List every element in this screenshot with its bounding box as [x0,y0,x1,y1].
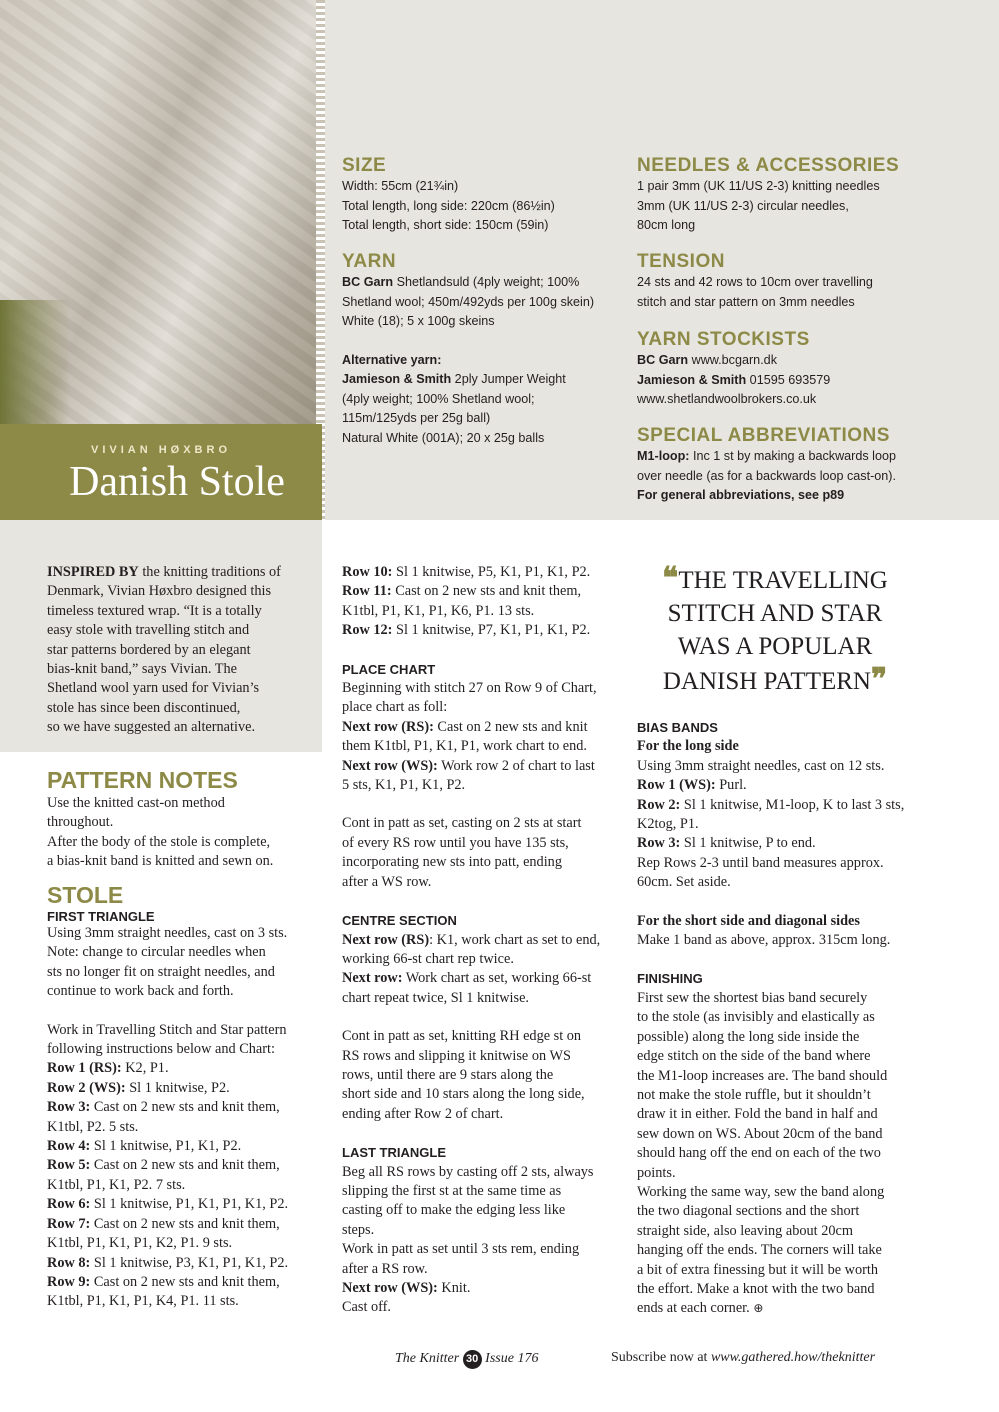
end-mark-icon: ⊕ [753,1301,764,1316]
page-title: Danish Stole [69,459,285,505]
pattern-notes-section: PATTERN NOTES Use the knitted cast-on method throughout. After the body of the stole is complete, a bias-knit band is knitted and sewn on. [47,767,317,872]
row-line: Row 5: Cast on 2 new sts and knit them, [47,1157,280,1174]
size-line: Total length, short side: 150cm (59in) [342,218,549,232]
row-line: K1tbl, P1, K1, P1, K6, P1. 13 sts. [342,602,535,619]
yarn-heading: YARN [342,251,397,272]
row-line: Row 11: Cast on 2 new sts and knit them, [342,583,582,600]
size-section [342,155,632,236]
row-line: K1tbl, P1, K1, P2. 7 sts. [47,1176,186,1193]
pattern-notes-heading: PATTERN NOTES [47,767,238,793]
alt-yarn-line: (4ply weight; 100% Shetland wool; [342,391,535,406]
footer-magazine: The Knitter 30 Issue 176 [395,1350,538,1369]
column-three: BIAS BANDS For the long side Using 3mm straight needles, cast on 12 sts. Row 1 (WS): Purl. Row 2: Sl 1 knitwise, M1-loop, K to last 3 sts, K2tog, P1. Row 3: Sl 1 knitwise, P to end. Rep Rows 2-3 until band measures approx. 60cm. Set aside. For the short side and diagonal sides Make 1 band as above, approx. 315cm long. FINISHING First sew the shortest bias band securely to the stole (as invisibly and elastically as possible) along the long side inside the edge stitch on the side of the band where the M1-loop increases are. The band should not make the stole ruffle, but it shouldn’t draw it in either. Fold the band in half and sew down on WS. About 20cm of the band should hang off the end on each of the two points. Working the same way, sew the band along the two diagonal sections and the short straight side, also leaving about 20cm hanging off the ends. The corners will take a bit of extra finessing but it will be worth the effort. Make a knot with the two band ends at each corner. ⊕ [637,718,927,1319]
centre-section-heading: CENTRE SECTION [342,913,457,929]
row-line: Row 6: Sl 1 knitwise, P1, K1, P1, K1, P2. [47,1196,289,1213]
yarn-line: BC Garn Shetlandsuld (4ply weight; 100% [342,275,580,289]
tension-line: stitch and star pattern on 3mm needles [637,294,855,309]
yarn-section [342,251,632,448]
stole-heading: STOLE [47,882,124,908]
size-heading: SIZE [342,155,387,176]
stockist-line: www.shetlandwoolbrokers.co.uk [637,392,817,406]
needles-section [637,155,982,236]
row-line: K1tbl, P2. 5 sts. [47,1118,139,1135]
row-line: K1tbl, P1, K1, P1, K2, P1. 9 sts. [47,1235,233,1252]
row-line: Row 7: Cast on 2 new sts and knit them, [47,1215,280,1232]
tension-heading: TENSION [637,251,725,272]
pull-quote: ❝THE TRAVELLING STITCH AND STAR WAS A POPULAR DANISH PATTERN❞ [662,562,888,696]
abbrev-general: For general abbreviations, see p89 [637,488,845,502]
abbrev-line: M1-loop: Inc 1 st by making a backwards loop [637,449,896,463]
column-two: Row 10: Sl 1 knitwise, P5, K1, P1, K1, P2. Row 11: Cast on 2 new sts and knit them, K1tbl, P1, K1, P1, K6, P1. 13 sts. Row 12: Sl 1 knitwise, P7, K1, P1, K1, P2. PLACE CHART Beginning with stitch 27 on Row 9 of Chart, place chart as foll: Next row (RS): Cast on 2 new sts and knit them K1tbl, P1, K1, P1, work chart to end. Next row (WS): Work row 2 of chart to last 5 sts, K1, P1, K1, P2. Cont in patt as set, casting on 2 sts at start of every RS row until you have 135 sts, incorporating new sts into patt, ending after a WS row. CENTRE SECTION Next row (RS): K1, work chart as set to end, working 66-st chart rep twice. Next row: Work chart as set, working 66-st chart repeat twice, Sl 1 knitwise. Cont in patt as set, knitting RH edge st on RS rows and slipping it knitwise on WS rows, until there are 9 stars along the short side and 10 stars along the long side, ending after Row 2 of chart. LAST TRIANGLE Beg all RS rows by casting off 2 sts, always slipping the first st at the same time as casting off to make the edging less like steps. Work in patt as set until 3 sts rem, ending after a RS row. Next row (WS): Knit. Cast off. [342,563,627,1318]
last-triangle-heading: LAST TRIANGLE [342,1145,446,1161]
abbrev-line: over needle (as for a backwards loop cast-on). [637,468,897,483]
intro-text: INSPIRED BY the knitting traditions of Denmark, Vivian Høxbro designed this timeless textured wrap. “It is a totally easy stole with travelling stitch and star patterns bordered by an elegant bias-knit band,” says Vivian. The Shetland wool yarn used for Vivian’s stole has since been discontinued, so we have suggested an alternative. [47,564,281,736]
author-name: VIVIAN HØXBRO [90,444,231,456]
row-line: Row 9: Cast on 2 new sts and knit them, [47,1273,280,1290]
alt-yarn-line: 115m/125yds per 25g ball) [342,411,491,425]
stole-section: STOLE FIRST TRIANGLE Using 3mm straight needles, cast on 3 sts. Note: change to circular needles when sts no longer fit on straight needles, and continue to work back and forth. Work in Travelling Stitch and Star pattern following instructions below and Chart: Row 1 (RS): K2, P1. Row 2 (WS): Sl 1 knitwise, P2. Row 3: Cast on 2 new sts and knit them, K1tbl, P2. 5 sts. Row 4: Sl 1 knitwise, P1, K1, P2. Row 5: Cast on 2 new sts and knit them, K1tbl, P1, K1, P2. 7 sts. Row 6: Sl 1 knitwise, P1, K1, P1, K1, P2. Row 7: Cast on 2 new sts and knit them, K1tbl, P1, K1, P1, K2, P1. 9 sts. Row 8: Sl 1 knitwise, P3, K1, P1, K1, P2. Row 9: Cast on 2 new sts and knit them, K1tbl, P1, K1, P1, K4, P1. 11 sts. [47,882,322,1312]
photo-chair-shadow [0,300,70,424]
close-quote-icon: ❞ [870,663,888,696]
row-line: Row 8: Sl 1 knitwise, P3, K1, P1, K1, P2. [47,1254,289,1271]
page-number: 30 [463,1350,482,1369]
alt-yarn-line: Natural White (001A); 20 x 25g balls [342,430,545,445]
stockists-heading: YARN STOCKISTS [637,329,810,350]
size-line: Total length, long side: 220cm (86½in) [342,198,555,213]
row-line: Row 4: Sl 1 knitwise, P1, K1, P2. [47,1138,242,1155]
tension-line: 24 sts and 42 rows to 10cm over travelling [637,275,873,289]
stockist-line: Jamieson & Smith 01595 693579 [637,372,831,387]
yarn-line: Shetland wool; 450m/492yds per 100g skein) [342,294,595,309]
abbreviations-section [637,425,982,506]
row-line: Row 3: Cast on 2 new sts and knit them, [47,1099,280,1116]
alt-yarn-label: Alternative yarn: [342,352,442,367]
row-line: Row 12: Sl 1 knitwise, P7, K1, P1, K1, P2. [342,622,591,639]
first-triangle-heading: FIRST TRIANGLE [47,909,155,924]
subscribe-link[interactable]: www.gathered.how/theknitter [710,1350,876,1365]
yarn-line: White (18); 5 x 100g skeins [342,314,495,328]
row-line: Row 10: Sl 1 knitwise, P5, K1, P1, K1, P2. [342,564,591,580]
row-line: Row 2 (WS): Sl 1 knitwise, P2. [47,1079,230,1096]
bias-bands-heading: BIAS BANDS [637,720,718,735]
finishing-heading: FINISHING [637,971,703,987]
place-chart-heading: PLACE CHART [342,661,436,677]
abbreviations-heading: SPECIAL ABBREVIATIONS [637,425,890,446]
alt-yarn-line: Jamieson & Smith 2ply Jumper Weight [342,372,566,386]
needles-line: 80cm long [637,218,696,232]
size-line: Width: 55cm (21¾in) [342,179,459,193]
row-line: K1tbl, P1, K1, P1, K4, P1. 11 sts. [47,1293,239,1310]
needles-line: 1 pair 3mm (UK 11/US 2-3) knitting needles [637,179,880,193]
row-line: Row 1 (RS): K2, P1. [47,1060,169,1077]
stockists-section [637,329,982,410]
tension-section [637,251,982,312]
footer-subscribe: Subscribe now at www.gathered.how/theknitter [611,1350,876,1365]
needles-line: 3mm (UK 11/US 2-3) circular needles, [637,198,849,213]
stockist-line: BC Garn www.bcgarn.dk [637,353,777,367]
open-quote-icon: ❝ [662,562,679,595]
needles-heading: NEEDLES & ACCESSORIES [637,155,900,176]
